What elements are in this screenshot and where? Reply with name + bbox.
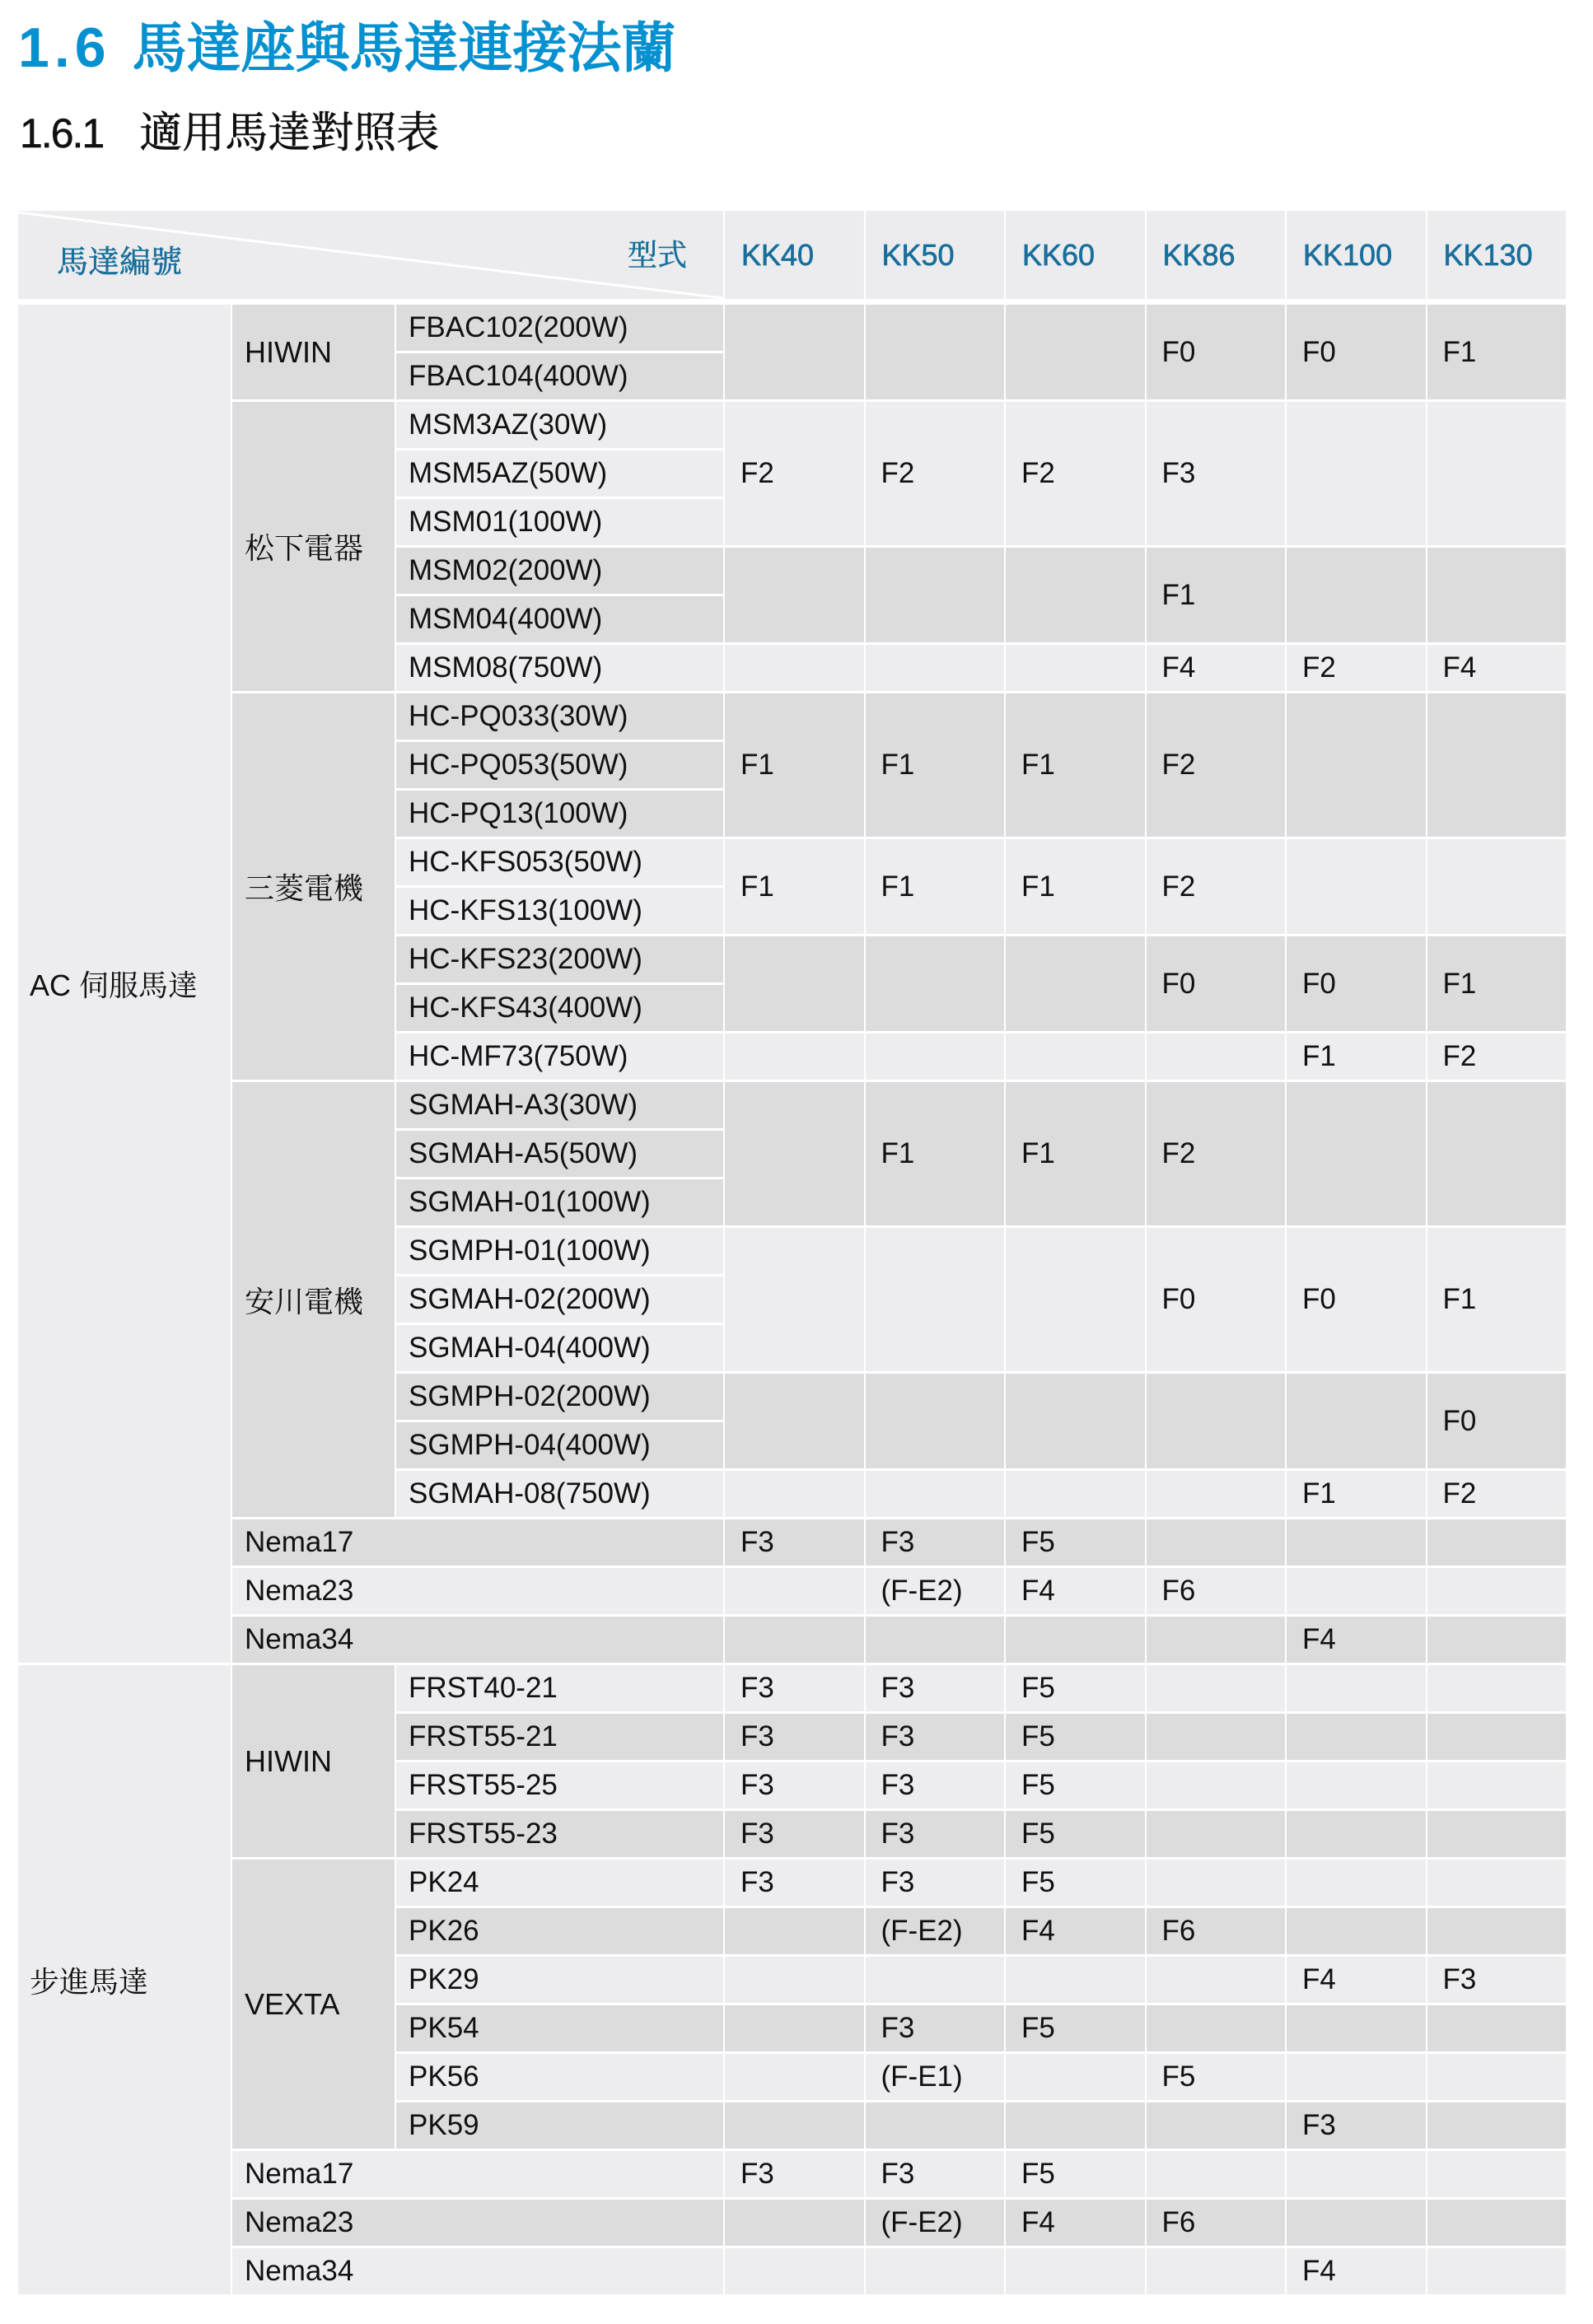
fit-cell-kk130 bbox=[1427, 2248, 1567, 2294]
fit-cell-kk100: F4 bbox=[1287, 1957, 1426, 2003]
fit-cell-kk50 bbox=[866, 2102, 1005, 2149]
generic-motor-cell: Nema17 bbox=[232, 1519, 723, 1566]
fit-cell-kk86 bbox=[1147, 1714, 1286, 1760]
model-cell: SGMAH-A3(30W) bbox=[396, 1082, 723, 1128]
fit-cell-kk100 bbox=[1287, 1714, 1426, 1760]
fit-cell-kk50 bbox=[866, 936, 1005, 1031]
fit-cell-kk50 bbox=[866, 2248, 1005, 2294]
row-axis-label: 馬達編號 bbox=[57, 245, 183, 280]
fit-cell-kk86 bbox=[1147, 1519, 1286, 1566]
model-cell: HC-KFS23(200W) bbox=[396, 936, 723, 982]
fit-row-group bbox=[725, 1082, 1566, 1225]
generic-motor-cell: Nema34 bbox=[232, 2248, 723, 2294]
fit-row-group bbox=[725, 2054, 1566, 2100]
section-number: 1.6 bbox=[18, 16, 111, 79]
fit-cell-kk86 bbox=[1147, 1665, 1286, 1711]
fit-cell-kk86 bbox=[1147, 1762, 1286, 1808]
category-cell: 步進馬達 bbox=[18, 1665, 231, 2294]
motor-compatibility-table bbox=[18, 305, 1566, 2294]
fit-cell-kk86: F2 bbox=[1147, 839, 1286, 934]
fit-cell-kk100 bbox=[1287, 1811, 1426, 1857]
generic-motor-cell: Nema23 bbox=[232, 2200, 723, 2246]
fit-cell-kk130 bbox=[1427, 1908, 1567, 1954]
fit-cell-kk50: F3 bbox=[866, 2005, 1005, 2051]
fit-cell-kk60: F5 bbox=[1006, 2005, 1145, 2051]
fit-cell-kk86: F4 bbox=[1147, 645, 1286, 691]
fit-cell-kk60 bbox=[1006, 1617, 1145, 1663]
brand-cell: HIWIN bbox=[232, 1665, 395, 1857]
brand-cell: 安川電機 bbox=[232, 1082, 395, 1517]
fit-cell-kk130 bbox=[1427, 1860, 1567, 1906]
model-cell: SGMAH-04(400W) bbox=[396, 1325, 723, 1371]
subsection-number: 1.6.1 bbox=[20, 110, 104, 156]
fit-cell-kk40 bbox=[725, 1568, 864, 1614]
fit-cell-kk40 bbox=[725, 2102, 864, 2149]
model-cell: MSM5AZ(50W) bbox=[396, 450, 723, 497]
fit-cell-kk50: F3 bbox=[866, 1811, 1005, 1857]
fit-row-group bbox=[725, 1034, 1566, 1080]
fit-cell-kk60: F1 bbox=[1006, 693, 1145, 837]
model-cell: SGMAH-02(200W) bbox=[396, 1276, 723, 1323]
fit-cell-kk60: F4 bbox=[1006, 1908, 1145, 1954]
fit-row-group bbox=[725, 1374, 1566, 1468]
model-cell: SGMAH-01(100W) bbox=[396, 1179, 723, 1225]
fit-cell-kk60 bbox=[1006, 1228, 1145, 1371]
fit-cell-kk100 bbox=[1287, 2151, 1426, 2197]
subsection-title-text: 適用馬達對照表 bbox=[139, 110, 440, 157]
fit-cell-kk86 bbox=[1147, 2102, 1286, 2149]
fit-cell-kk60 bbox=[1006, 2248, 1145, 2294]
model-cell: HC-KFS13(100W) bbox=[396, 888, 723, 934]
model-cell: HC-PQ033(30W) bbox=[396, 693, 723, 740]
fit-cell-kk100 bbox=[1287, 1082, 1426, 1225]
model-cell: HC-KFS43(400W) bbox=[396, 985, 723, 1031]
model-cell: SGMAH-08(750W) bbox=[396, 1471, 723, 1517]
model-cell: SGMAH-A5(50W) bbox=[396, 1131, 723, 1177]
fit-cell-kk100 bbox=[1287, 693, 1426, 837]
table-header bbox=[18, 211, 1566, 299]
fit-cell-kk100 bbox=[1287, 2054, 1426, 2100]
model-cell: MSM04(400W) bbox=[396, 596, 723, 642]
fit-cell-kk40 bbox=[725, 2054, 864, 2100]
model-cell: SGMPH-04(400W) bbox=[396, 1422, 723, 1468]
fit-cell-kk100: F1 bbox=[1287, 1471, 1426, 1517]
fit-cell-kk50 bbox=[866, 548, 1005, 642]
fit-row-group bbox=[725, 1568, 1566, 1614]
fit-cell-kk50 bbox=[866, 1957, 1005, 2003]
fit-cell-kk130 bbox=[1427, 1617, 1567, 1663]
fit-row-group bbox=[725, 1762, 1566, 1808]
fit-cell-kk86 bbox=[1147, 1374, 1286, 1468]
fit-cell-kk40 bbox=[725, 2005, 864, 2051]
fit-cell-kk130 bbox=[1427, 693, 1567, 837]
fit-cell-kk86: F0 bbox=[1147, 936, 1286, 1031]
fit-cell-kk130 bbox=[1427, 1811, 1567, 1857]
fit-cell-kk60 bbox=[1006, 2054, 1145, 2100]
model-cell: SGMPH-01(100W) bbox=[396, 1228, 723, 1274]
fit-cell-kk130 bbox=[1427, 1519, 1567, 1566]
fit-cell-kk86: F5 bbox=[1147, 2054, 1286, 2100]
fit-cell-kk100: F4 bbox=[1287, 1617, 1426, 1663]
fit-row-group bbox=[725, 2151, 1566, 2197]
fit-cell-kk60 bbox=[1006, 548, 1145, 642]
fit-cell-kk130: F1 bbox=[1427, 1228, 1567, 1371]
fit-cell-kk130: F1 bbox=[1427, 305, 1567, 399]
fit-cell-kk60 bbox=[1006, 645, 1145, 691]
brand-cell: 三菱電機 bbox=[232, 693, 395, 1080]
model-cell: FRST40-21 bbox=[396, 1665, 723, 1711]
fit-cell-kk40 bbox=[725, 548, 864, 642]
fit-cell-kk100: F3 bbox=[1287, 2102, 1426, 2149]
fit-cell-kk100: F1 bbox=[1287, 1034, 1426, 1080]
fit-cell-kk40: F3 bbox=[725, 1665, 864, 1711]
fit-row-group bbox=[725, 839, 1566, 934]
fit-cell-kk40 bbox=[725, 645, 864, 691]
model-cell: HC-KFS053(50W) bbox=[396, 839, 723, 885]
fit-cell-kk40: F3 bbox=[725, 1519, 864, 1566]
fit-cell-kk50: F1 bbox=[866, 1082, 1005, 1225]
fit-cell-kk50 bbox=[866, 1034, 1005, 1080]
fit-cell-kk86: F2 bbox=[1147, 693, 1286, 837]
fit-cell-kk50: (F-E2) bbox=[866, 2200, 1005, 2246]
fit-cell-kk100 bbox=[1287, 402, 1426, 545]
fit-row-group bbox=[725, 645, 1566, 691]
fit-cell-kk60 bbox=[1006, 1374, 1145, 1468]
fit-cell-kk40 bbox=[725, 1471, 864, 1517]
fit-cell-kk86 bbox=[1147, 2151, 1286, 2197]
model-cell: MSM02(200W) bbox=[396, 548, 723, 594]
fit-cell-kk50 bbox=[866, 1228, 1005, 1371]
fit-cell-kk130 bbox=[1427, 1762, 1567, 1808]
fit-cell-kk86 bbox=[1147, 1860, 1286, 1906]
fit-cell-kk50 bbox=[866, 645, 1005, 691]
fit-cell-kk130 bbox=[1427, 2200, 1567, 2246]
fit-cell-kk86: F1 bbox=[1147, 548, 1286, 642]
fit-row-group bbox=[725, 1908, 1566, 1954]
fit-cell-kk60: F1 bbox=[1006, 1082, 1145, 1225]
column-header-kk130: KK130 bbox=[1427, 211, 1567, 299]
fit-cell-kk130 bbox=[1427, 1714, 1567, 1760]
fit-cell-kk86: F0 bbox=[1147, 1228, 1286, 1371]
fit-cell-kk86 bbox=[1147, 1034, 1286, 1080]
column-header-kk60: KK60 bbox=[1006, 211, 1145, 299]
fit-cell-kk86 bbox=[1147, 1957, 1286, 2003]
fit-cell-kk40: F3 bbox=[725, 1714, 864, 1760]
fit-cell-kk100 bbox=[1287, 1762, 1426, 1808]
fit-cell-kk60: F5 bbox=[1006, 1860, 1145, 1906]
fit-row-group bbox=[725, 1714, 1566, 1760]
fit-cell-kk60 bbox=[1006, 305, 1145, 399]
fit-cell-kk86: F0 bbox=[1147, 305, 1286, 399]
fit-cell-kk86: F3 bbox=[1147, 402, 1286, 545]
model-cell: PK59 bbox=[396, 2102, 723, 2149]
fit-cell-kk60: F5 bbox=[1006, 1519, 1145, 1566]
fit-cell-kk60: F5 bbox=[1006, 1714, 1145, 1760]
fit-cell-kk40 bbox=[725, 2248, 864, 2294]
fit-row-group bbox=[725, 1519, 1566, 1566]
fit-cell-kk100 bbox=[1287, 839, 1426, 934]
brand-cell: VEXTA bbox=[232, 1860, 395, 2149]
fit-cell-kk50: F3 bbox=[866, 1714, 1005, 1760]
fit-cell-kk130 bbox=[1427, 2005, 1567, 2051]
fit-cell-kk50: F3 bbox=[866, 1519, 1005, 1566]
fit-cell-kk40 bbox=[725, 1374, 864, 1468]
fit-cell-kk130 bbox=[1427, 402, 1567, 545]
fit-cell-kk130 bbox=[1427, 2151, 1567, 2197]
fit-cell-kk60: F5 bbox=[1006, 1811, 1145, 1857]
fit-cell-kk100 bbox=[1287, 1568, 1426, 1614]
fit-cell-kk60 bbox=[1006, 1957, 1145, 2003]
fit-cell-kk60: F5 bbox=[1006, 1762, 1145, 1808]
fit-row-group bbox=[725, 548, 1566, 642]
fit-cell-kk100 bbox=[1287, 1519, 1426, 1566]
fit-cell-kk60: F4 bbox=[1006, 2200, 1145, 2246]
model-cell: MSM01(100W) bbox=[396, 499, 723, 545]
fit-cell-kk50: F1 bbox=[866, 693, 1005, 837]
fit-row-group bbox=[725, 1811, 1566, 1857]
column-header-kk100: KK100 bbox=[1287, 211, 1426, 299]
model-cell: FRST55-25 bbox=[396, 1762, 723, 1808]
fit-row-group bbox=[725, 1228, 1566, 1371]
fit-cell-kk130: F2 bbox=[1427, 1034, 1567, 1080]
fit-cell-kk50 bbox=[866, 305, 1005, 399]
model-cell: HC-PQ053(50W) bbox=[396, 742, 723, 788]
column-header-kk50: KK50 bbox=[866, 211, 1005, 299]
fit-cell-kk60: F5 bbox=[1006, 2151, 1145, 2197]
fit-cell-kk86: F6 bbox=[1147, 1908, 1286, 1954]
fit-cell-kk50: F3 bbox=[866, 1860, 1005, 1906]
model-cell: PK54 bbox=[396, 2005, 723, 2051]
fit-row-group bbox=[725, 2102, 1566, 2149]
fit-cell-kk60: F4 bbox=[1006, 1568, 1145, 1614]
fit-cell-kk100: F2 bbox=[1287, 645, 1426, 691]
model-cell: HC-MF73(750W) bbox=[396, 1034, 723, 1080]
fit-row-group bbox=[725, 1471, 1566, 1517]
fit-cell-kk60 bbox=[1006, 936, 1145, 1031]
fit-cell-kk50: F3 bbox=[866, 2151, 1005, 2197]
fit-cell-kk60 bbox=[1006, 2102, 1145, 2149]
fit-cell-kk40: F1 bbox=[725, 839, 864, 934]
fit-cell-kk40: F3 bbox=[725, 1811, 864, 1857]
fit-cell-kk100: F0 bbox=[1287, 1228, 1426, 1371]
fit-cell-kk40: F3 bbox=[725, 1860, 864, 1906]
category-cell: AC 伺服馬達 bbox=[18, 305, 231, 1663]
fit-cell-kk100 bbox=[1287, 2200, 1426, 2246]
model-cell: FBAC104(400W) bbox=[396, 353, 723, 399]
fit-cell-kk40: F3 bbox=[725, 2151, 864, 2197]
model-cell: MSM08(750W) bbox=[396, 645, 723, 691]
fit-cell-kk40 bbox=[725, 936, 864, 1031]
fit-cell-kk100: F0 bbox=[1287, 305, 1426, 399]
fit-cell-kk50: (F-E2) bbox=[866, 1908, 1005, 1954]
fit-cell-kk100 bbox=[1287, 1908, 1426, 1954]
fit-cell-kk60: F2 bbox=[1006, 402, 1145, 545]
fit-row-group bbox=[725, 305, 1566, 399]
fit-cell-kk100 bbox=[1287, 1860, 1426, 1906]
fit-cell-kk130: F0 bbox=[1427, 1374, 1567, 1468]
fit-cell-kk50: (F-E2) bbox=[866, 1568, 1005, 1614]
fit-cell-kk50: F3 bbox=[866, 1665, 1005, 1711]
fit-cell-kk130: F3 bbox=[1427, 1957, 1567, 2003]
fit-cell-kk86: F6 bbox=[1147, 1568, 1286, 1614]
fit-cell-kk100 bbox=[1287, 2005, 1426, 2051]
fit-cell-kk40: F2 bbox=[725, 402, 864, 545]
fit-cell-kk50: F1 bbox=[866, 839, 1005, 934]
fit-cell-kk40: F3 bbox=[725, 1762, 864, 1808]
fit-cell-kk60: F5 bbox=[1006, 1665, 1145, 1711]
fit-cell-kk60 bbox=[1006, 1034, 1145, 1080]
fit-cell-kk40 bbox=[725, 1908, 864, 1954]
brand-cell: HIWIN bbox=[232, 305, 395, 399]
fit-cell-kk86 bbox=[1147, 2005, 1286, 2051]
model-cell: MSM3AZ(30W) bbox=[396, 402, 723, 448]
fit-cell-kk60: F1 bbox=[1006, 839, 1145, 934]
col-axis-label: 型式 bbox=[627, 238, 687, 272]
model-cell: PK29 bbox=[396, 1957, 723, 2003]
fit-cell-kk100 bbox=[1287, 1374, 1426, 1468]
subsection-title bbox=[20, 109, 439, 158]
model-cell: FRST55-23 bbox=[396, 1811, 723, 1857]
column-header-kk86: KK86 bbox=[1147, 211, 1286, 299]
fit-row-group bbox=[725, 2248, 1566, 2294]
fit-cell-kk40 bbox=[725, 1228, 864, 1371]
fit-cell-kk40: F1 bbox=[725, 693, 864, 837]
fit-cell-kk40 bbox=[725, 305, 864, 399]
fit-cell-kk130 bbox=[1427, 2102, 1567, 2149]
fit-cell-kk50 bbox=[866, 1471, 1005, 1517]
fit-row-group bbox=[725, 1860, 1566, 1906]
fit-cell-kk86 bbox=[1147, 1811, 1286, 1857]
fit-row-group bbox=[725, 1617, 1566, 1663]
fit-cell-kk130 bbox=[1427, 1082, 1567, 1225]
section-title bbox=[18, 18, 676, 77]
fit-cell-kk40 bbox=[725, 2200, 864, 2246]
fit-cell-kk130 bbox=[1427, 1665, 1567, 1711]
model-cell: PK56 bbox=[396, 2054, 723, 2100]
fit-cell-kk40 bbox=[725, 1082, 864, 1225]
header-corner-cell bbox=[18, 211, 723, 299]
fit-row-group bbox=[725, 2200, 1566, 2246]
model-cell: HC-PQ13(100W) bbox=[396, 791, 723, 837]
fit-cell-kk50 bbox=[866, 1617, 1005, 1663]
section-title-text: 馬達座與馬達連接法蘭 bbox=[132, 17, 676, 78]
fit-cell-kk130 bbox=[1427, 2054, 1567, 2100]
fit-cell-kk40 bbox=[725, 1957, 864, 2003]
fit-cell-kk86 bbox=[1147, 1617, 1286, 1663]
fit-cell-kk130 bbox=[1427, 839, 1567, 934]
fit-row-group bbox=[725, 2005, 1566, 2051]
fit-cell-kk100 bbox=[1287, 548, 1426, 642]
generic-motor-cell: Nema23 bbox=[232, 1568, 723, 1614]
generic-motor-cell: Nema17 bbox=[232, 2151, 723, 2197]
fit-cell-kk50: F3 bbox=[866, 1762, 1005, 1808]
fit-cell-kk130 bbox=[1427, 1568, 1567, 1614]
column-header-kk40: KK40 bbox=[725, 211, 864, 299]
fit-cell-kk40 bbox=[725, 1034, 864, 1080]
fit-cell-kk130 bbox=[1427, 548, 1567, 642]
model-cell: FBAC102(200W) bbox=[396, 305, 723, 351]
fit-cell-kk86 bbox=[1147, 1471, 1286, 1517]
model-cell: SGMPH-02(200W) bbox=[396, 1374, 723, 1420]
fit-row-group bbox=[725, 1957, 1566, 2003]
fit-cell-kk60 bbox=[1006, 1471, 1145, 1517]
fit-cell-kk50: (F-E1) bbox=[866, 2054, 1005, 2100]
fit-cell-kk130: F4 bbox=[1427, 645, 1567, 691]
fit-cell-kk100: F0 bbox=[1287, 936, 1426, 1031]
fit-row-group bbox=[725, 402, 1566, 545]
fit-row-group bbox=[725, 936, 1566, 1031]
model-cell: PK24 bbox=[396, 1860, 723, 1906]
model-cell: FRST55-21 bbox=[396, 1714, 723, 1760]
brand-cell: 松下電器 bbox=[232, 402, 395, 691]
fit-cell-kk86: F6 bbox=[1147, 2200, 1286, 2246]
fit-cell-kk86 bbox=[1147, 2248, 1286, 2294]
fit-cell-kk86: F2 bbox=[1147, 1082, 1286, 1225]
fit-cell-kk100: F4 bbox=[1287, 2248, 1426, 2294]
fit-cell-kk50: F2 bbox=[866, 402, 1005, 545]
fit-cell-kk40 bbox=[725, 1617, 864, 1663]
fit-cell-kk130: F2 bbox=[1427, 1471, 1567, 1517]
fit-cell-kk50 bbox=[866, 1374, 1005, 1468]
fit-cell-kk100 bbox=[1287, 1665, 1426, 1711]
fit-row-group bbox=[725, 1665, 1566, 1711]
model-cell: PK26 bbox=[396, 1908, 723, 1954]
generic-motor-cell: Nema34 bbox=[232, 1617, 723, 1663]
fit-cell-kk130: F1 bbox=[1427, 936, 1567, 1031]
fit-row-group bbox=[725, 693, 1566, 837]
